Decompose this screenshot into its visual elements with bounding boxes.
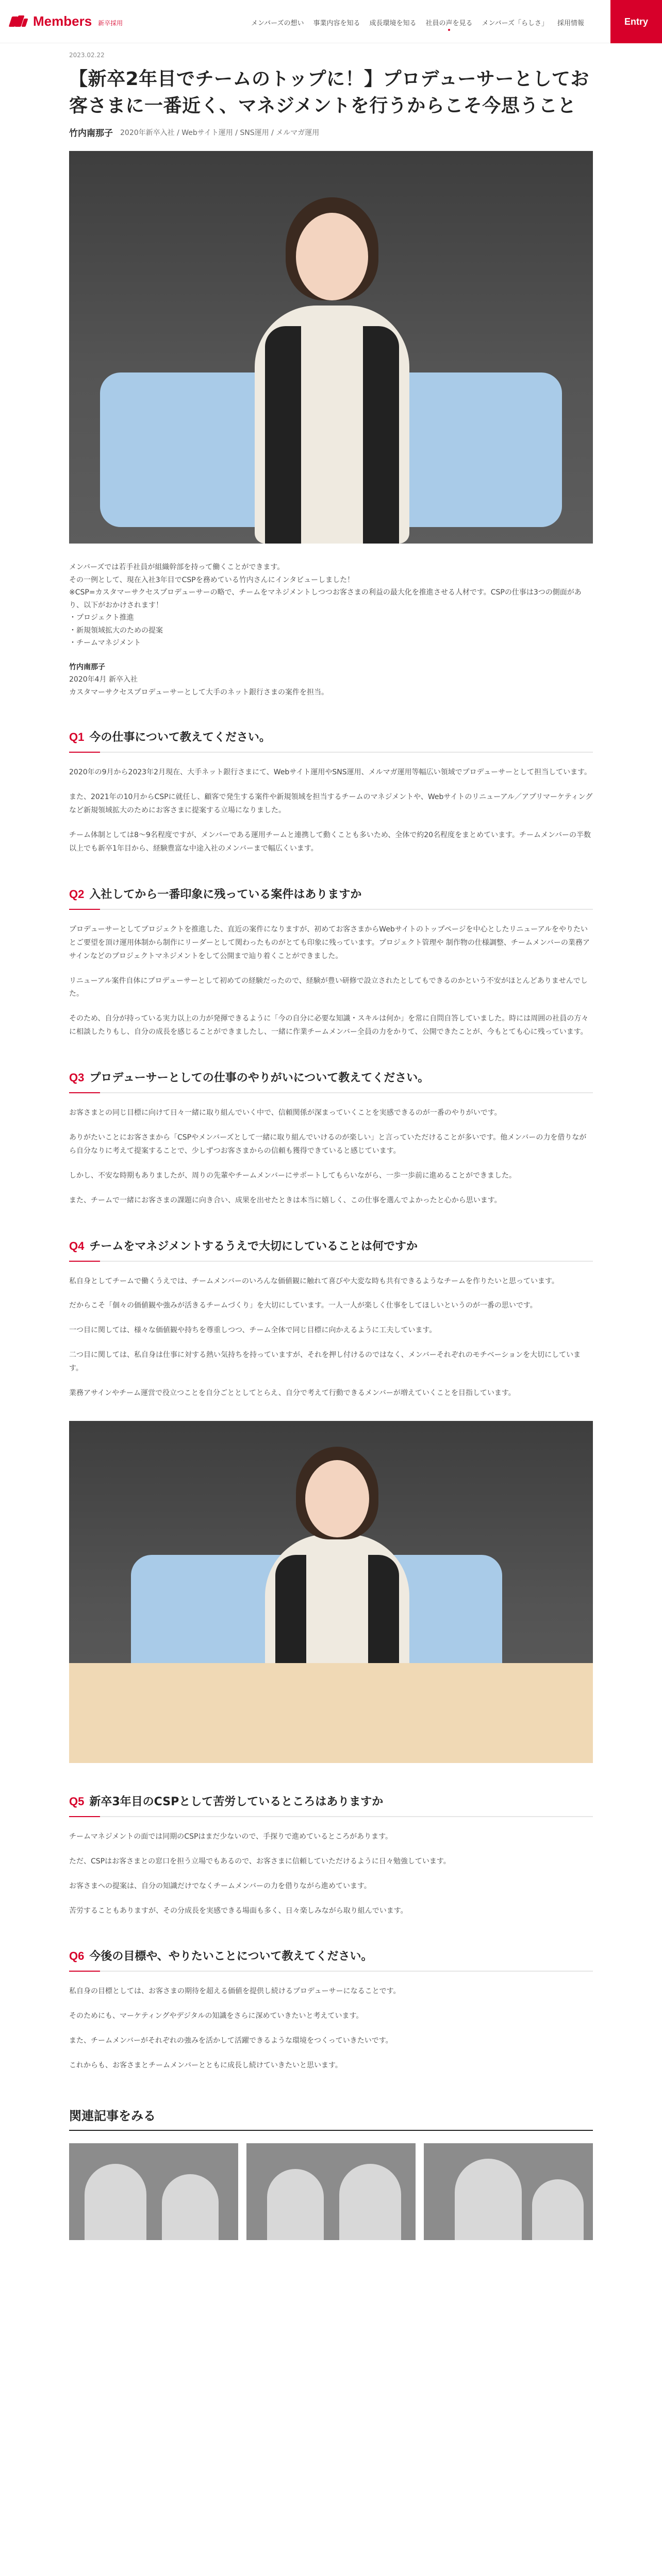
profile-name: 竹内南那子 [69,663,105,671]
entry-button[interactable]: Entry [610,0,662,43]
related-card[interactable] [246,2143,416,2240]
question-text: 入社してから一番印象に残っている案件はありますか [89,888,362,901]
logo-text: Members [33,13,92,29]
article-intro [69,561,593,699]
nav-item-growth[interactable]: 成長環境を知る [369,20,417,27]
question-text: チームをマネジメントするうえで大切にしていることは何ですか [89,1240,418,1253]
answer-paragraph: 一つ目に関しては、様々な価値観や持ちを尊重しつつ、チーム全体で同じ目標に向かえるように工夫しています。 [69,1326,437,1335]
intro-line: ・新規領域拡大のための提案 [69,626,163,635]
question-text: 新卒3年目のCSPとして苦労しているところはありますか [89,1795,384,1808]
logo-mark-icon [10,14,28,29]
answer-paragraph: ありがたいことにお客さまから「CSPやメンバーズとして一緒に取り組んでいけるのが楽しい」と言っていただけることが多いです。他メンバーの力を借りながら自分なりに考えて提案することで、少しずつお客さまからの信頼も獲得できていると感じています。 [69,1133,587,1155]
question-number: Q6 [69,1950,85,1963]
nav-item-voices[interactable]: 社員の声を見る [421,18,477,27]
answer-q1 [69,766,593,855]
answer-paragraph: そのため、自分が持っている実力以上の力が発揮できるように「今の自分に必要な知識・スキルは何か」を常に自問自答していました。時には周囲の社員の方々に相談したりもし、自分の成長を感じることができましたし、一緒に作業チームメンバー全員の力をかりて、公開できたことが、今もとても心に残っています。 [69,1014,589,1037]
answer-paragraph: チーム体制としては8〜9名程度ですが、メンバーである運用チームと連携して動くことも多いため、全体で約20名程度をまとめています。チームメンバーの半数以上でも新卒1年目から、経験豊富な中途入社のメンバーまで幅広くいます。 [69,831,591,853]
author-meta [69,126,593,139]
answer-q4 [69,1275,593,1400]
heading-divider [69,909,593,910]
interview-photo-main [69,151,593,544]
question-number: Q1 [69,731,85,744]
answer-q3 [69,1107,593,1207]
question-number: Q3 [69,1071,85,1084]
answer-paragraph: 私自身の目標としては、お客さまの期待を超える価値を提供し続けるプロデューサーになることです。 [69,1987,401,1996]
related-articles [69,2106,593,2240]
answer-q2 [69,923,593,1039]
answer-q5 [69,1831,593,1918]
nav-item-philosophy[interactable]: メンバーズの想い [251,20,304,27]
answer-paragraph: 業務アサインやチーム運営で役立つことを自分ごととしてとらえ、自分で考えて行動できるメンバーが増えていくことを目指しています。 [69,1388,516,1397]
intro-line: ※CSP=カスタマーサクセスプロデューサーの略で、チームをマネジメントしつつお客さまの利益の最大化を推進させる人材です。CSPの仕事は3つの側面があり、以下がおかけされます！ [69,588,582,609]
site-logo[interactable] [10,13,123,29]
question-heading-q4 [69,1238,593,1253]
answer-paragraph: また、チームで一緒にお客さまの課題に向き合い、成果を出せたときは本当に嬉しく、この仕事を選んでよかったと心から思います。 [69,1196,502,1205]
answer-paragraph: 二つ目に関しては、私自身は仕事に対する熱い気持ちを持っていますが、それを押し付けるのではなく、メンバーそれぞれのモチベーションを大切にしています。 [69,1351,581,1373]
question-text: 今後の目標や、やりたいことについて教えてください。 [89,1950,373,1963]
question-heading-q5 [69,1793,593,1809]
question-text: プロデューサーとしての仕事のやりがいについて教えてください。 [89,1072,429,1085]
intro-line: ・チームマネジメント [69,639,141,648]
related-card[interactable] [69,2143,238,2240]
answer-paragraph: 私自身としてチームで働くうえでは、チームメンバーのいろんな価値観に触れて喜びや大変な時も共有できるようなチームを作りたいと思っています。 [69,1277,559,1285]
nav-item-recruit[interactable]: 採用情報 [557,20,584,27]
author-info: 2020年新卒入社 / Webサイト運用 / SNS運用 / メルマガ運用 [120,128,320,137]
heading-divider [69,1261,593,1262]
answer-paragraph: お客さまへの提案は、自分の知識だけでなくチームメンバーの力を借りながら進めています。 [69,1882,371,1890]
answer-paragraph: また、チームメンバーがそれぞれの強みを活かして活躍できるような環境をつくっていきたいです。 [69,2037,393,2045]
answer-paragraph: 2020年の9月から2023年2月現在、大手ネット銀行さまにて、Webサイト運用やSNS運用、メルマガ運用等幅広い領域でプロデューサーとして担当しています。 [69,768,592,777]
answer-paragraph: しかし、不安な時期もありましたが、周りの先輩やチームメンバーにサポートしてもらいながら、一歩一歩前に進めることができました。 [69,1171,517,1180]
question-heading-q1 [69,728,593,744]
question-number: Q5 [69,1794,85,1808]
answer-q6 [69,1985,593,2073]
intro-line: メンバーズでは若手社員が組織幹部を持って働くことができます。 [69,563,285,572]
site-header [0,0,662,43]
heading-divider [69,1816,593,1817]
answer-paragraph: お客さまとの同じ目標に向けて日々一緒に取り組んでいく中で、信頼関係が深まっていくことを実感できるのが一番のやりがいです。 [69,1109,502,1117]
profile-line: 2020年4月 新卒入社 [69,675,138,684]
global-nav [246,18,589,27]
question-number: Q2 [69,887,85,901]
intro-line: その一例として、現在入社3年目でCSPを務めている竹内さんにインタビューしました！ [69,575,355,584]
answer-paragraph: そのためにも、マーケティングやデジタルの知識をさらに深めていきたいと考えています。 [69,2012,363,2021]
heading-divider [69,1971,593,1972]
question-heading-q6 [69,1947,593,1963]
answer-paragraph: 苦労することもありますが、その分成長を実感できる場面も多く、日々楽しみながら取り組んでいます。 [69,1906,408,1915]
answer-paragraph: また、2021年の10月からCSPに就任し、顧客で発生する案件や新規領域を担当するチームのマネジメントや、Webサイトのリニューアル／アプリマーケティングなど新規領域拡大のためにお客さまに提案する立場になりました。 [69,793,593,815]
heading-divider [69,1092,593,1093]
answer-paragraph: プロデューサーとしてプロジェクトを推進した、直近の案件になりますが、初めてお客さまからWebサイトのトップページを中心としたリニューアルをやりたいとご要望を頂け運用体制から制作にリーダーとして関わったものがとても印象に残っています。プロジェクト管理や 制作物の仕様調整、チームメンバーの業務アサインなどのプロジェクトマネジメントをして公開まで辿り着くことができました。 [69,925,590,960]
answer-paragraph: ただ、CSPはお客さまとの窓口を担う立場でもあるので、お客さまに信頼していただけるように日々勉強しています。 [69,1857,451,1866]
author-name: 竹内南那子 [69,128,113,139]
related-card[interactable] [424,2143,593,2240]
related-cards [69,2143,593,2240]
answer-paragraph: だからこそ「個々の価値観や強みが活きるチームづくり」を大切にしています。一人一人が楽しく仕事をしてほしいというのが一番の思いです。 [69,1301,537,1310]
intro-line: ・プロジェクト推進 [69,614,134,622]
question-heading-q3 [69,1069,593,1085]
article [69,52,593,2240]
question-heading-q2 [69,886,593,902]
question-text: 今の仕事について教えてください。 [89,731,271,744]
answer-paragraph: リニューアル案件自体にプロデューサーとして初めての経験だったので、経験が豊い研修で設立されたとしてもできるのかという不安がほとんどありませんでした。 [69,976,588,998]
profile-line: カスタマーサクセスプロデューサーとして大手のネット銀行さまの案件を担当。 [69,688,329,697]
article-title: 【新卒2年目でチームのトップに！】プロデューサーとしてお客さまに一番近く、マネジメントを行うからこそ今思うこと [69,69,589,117]
related-title: 関連記事をみる [69,2108,156,2123]
answer-paragraph: これからも、お客さまとチームメンバーとともに成長し続けていきたいと思います。 [69,2061,342,2070]
logo-subtitle: 新卒採用 [98,20,123,27]
heading-divider [69,752,593,753]
article-date: 2023.02.22 [69,52,105,59]
nav-item-culture[interactable]: メンバーズ「らしさ」 [482,20,548,27]
question-number: Q4 [69,1239,85,1252]
nav-item-business[interactable]: 事業内容を知る [313,20,360,27]
interview-photo-table [69,1421,593,1763]
related-divider [69,2130,593,2131]
answer-paragraph: チームマネジメントの面では同期のCSPはまだ少ないので、手探りで進めているところがあります。 [69,1832,393,1841]
